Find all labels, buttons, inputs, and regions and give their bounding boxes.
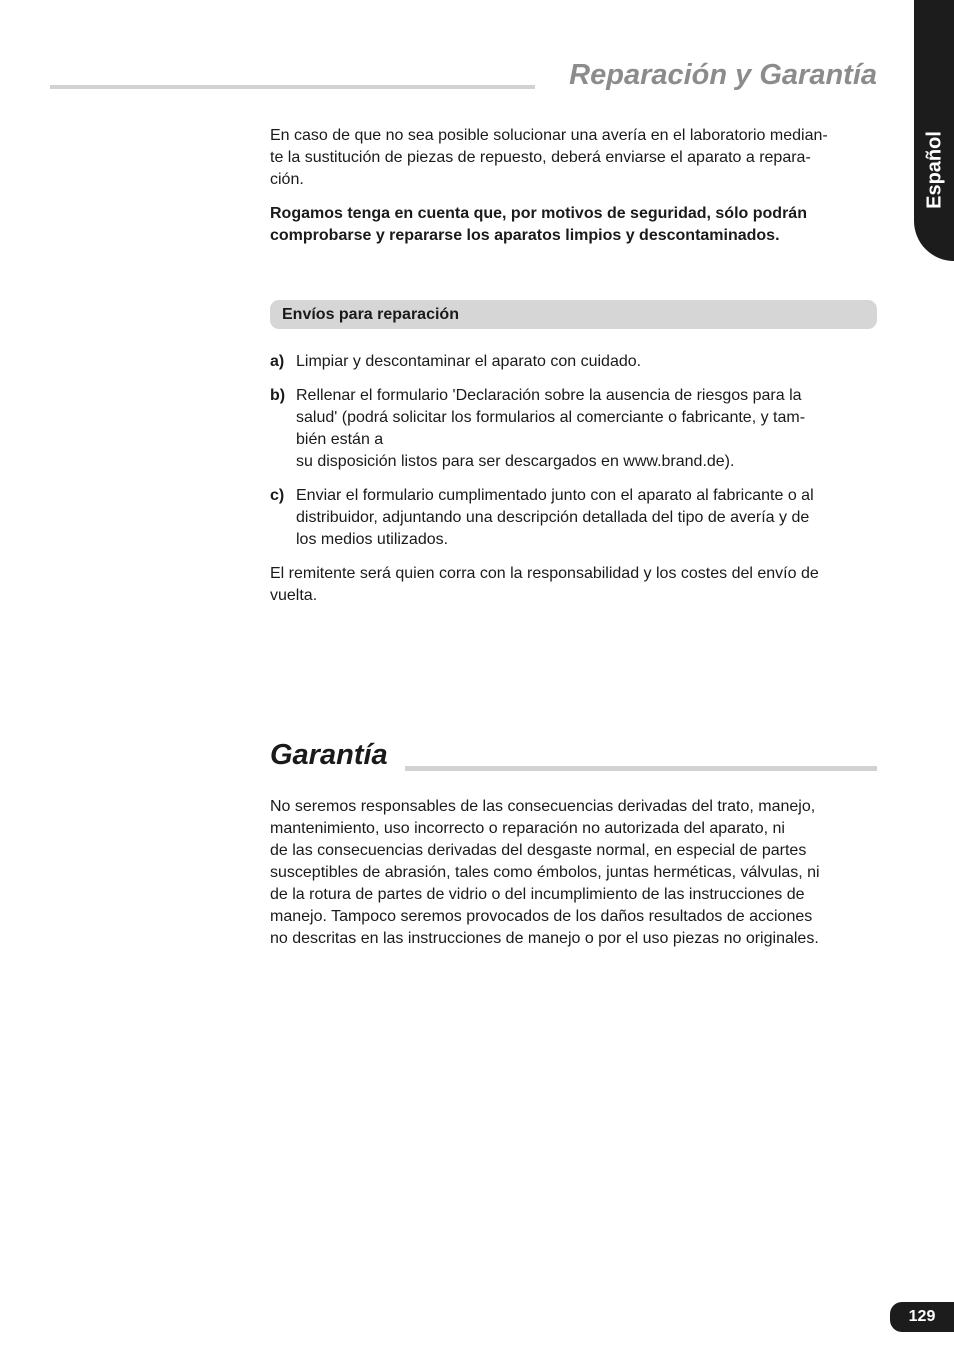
intro-section [270,125,878,247]
warranty-paragraph [270,796,878,950]
repair-steps [270,351,878,607]
step-line: los medios utilizados. [296,531,449,548]
page-number: 129 [890,1302,954,1332]
step-b [270,385,878,473]
step-line: Enviar el formulario cumplimentado junto con el aparato al fabricante o al [296,487,814,504]
language-tab-label: Español [923,131,946,209]
intro-line: En caso de que no sea posible solucionar una avería en el laboratorio median- [270,127,828,144]
intro-line: te la sustitución de piezas de repuesto, deberá enviarse el aparato a repara- [270,149,811,166]
step-line: Limpiar y descontaminar el aparato con cuidado. [296,353,642,370]
warranty-rule [405,766,877,771]
safety-notice [270,203,878,247]
repair-shipping-heading-bar [270,300,877,329]
step-line: distribuidor, adjuntando una descripción detallada del tipo de avería y de [296,509,810,526]
repair-shipping-heading: Envíos para reparación [282,306,459,323]
step-line: salud' (podrá solicitar los formularios al comerciante o fabricante, y tam- [296,409,806,426]
safety-notice-line: comprobarse y repararse los aparatos limpios y descontaminados. [270,227,780,244]
intro-line: ción. [270,171,304,188]
warranty-line: susceptibles de abrasión, tales como émbolos, juntas herméticas, válvulas, ni [270,864,820,881]
warranty-line: manejo. Tampoco seremos provocados de los daños resultados de acciones [270,908,813,925]
header-rule [50,85,535,89]
intro-paragraph [270,125,878,191]
step-line: bién están a [296,431,384,448]
step-c [270,485,878,551]
warranty-line: mantenimiento, uso incorrecto o reparación no autorizada del aparato, ni [270,820,785,837]
warranty-title: Garantía [270,739,388,771]
return-shipping-line: vuelta. [270,587,318,604]
step-text [296,485,878,551]
warranty-line: de la rotura de partes de vidrio o del incumplimiento de las instrucciones de [270,886,805,903]
warranty-line: no descritas en las instrucciones de manejo o por el uso piezas no originales. [270,930,819,947]
return-shipping-note [270,563,878,607]
step-text [296,385,878,473]
return-shipping-line: El remitente será quien corra con la responsabilidad y los costes del envío de [270,565,819,582]
step-letter: a) [270,353,285,370]
warranty-line: No seremos responsables de las consecuencias derivadas del trato, manejo, [270,798,816,815]
page-title: Reparación y Garantía [569,59,877,91]
safety-notice-line: Rogamos tenga en cuenta que, por motivos de seguridad, sólo podrán [270,205,807,222]
warranty-line: de las consecuencias derivadas del desgaste normal, en especial de partes [270,842,807,859]
step-line: Rellenar el formulario 'Declaración sobre la ausencia de riesgos para la [296,387,802,404]
step-a [270,351,878,373]
step-letter: c) [270,487,285,504]
step-letter: b) [270,387,286,404]
warranty-body [270,796,878,950]
step-line: su disposición listos para ser descargados en www.brand.de). [296,453,735,470]
step-text [296,351,878,373]
